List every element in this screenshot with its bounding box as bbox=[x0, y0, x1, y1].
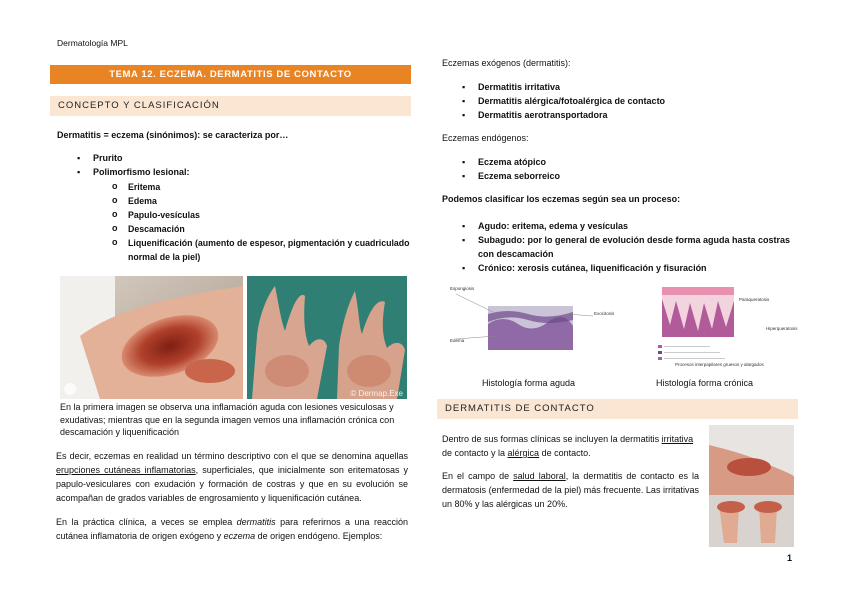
histology-caption-acute: Histología forma aguda bbox=[482, 378, 576, 388]
list-item: o Descamación bbox=[110, 222, 410, 236]
exogenous-list bbox=[460, 80, 800, 122]
acute-eczema-photo bbox=[60, 276, 243, 399]
lesion-sublist bbox=[110, 180, 410, 264]
paragraph-eczema-definition bbox=[56, 449, 408, 505]
label-hiperqueratosis: Hiperqueratosis bbox=[766, 326, 798, 331]
para-text: de origen endógeno. Ejemplos: bbox=[255, 531, 383, 541]
page-number: 1 bbox=[786, 553, 792, 563]
link-alergica: alérgica bbox=[507, 448, 540, 458]
paragraph-clinical-practice bbox=[56, 515, 408, 543]
chapter-title-bar: TEMA 12. ECZEMA. DERMATITIS DE CONTACTO bbox=[50, 65, 411, 84]
label-procesos: Procesos interpapilares gruesos y alargados bbox=[675, 362, 764, 367]
list-item: ▪ Dermatitis alérgica/fotoalérgica de contacto bbox=[460, 94, 800, 108]
list-item: ▪ Eczema seborreico bbox=[460, 169, 800, 183]
section-heading-contacto: DERMATITIS DE CONTACTO bbox=[437, 399, 798, 419]
label-exocitosis: Exocitosis bbox=[594, 311, 615, 316]
para-text: para referirnos a una reacción cutánea inflamatoria de origen exógeno y bbox=[56, 517, 408, 541]
list-item: ▪ Crónico: xerosis cutánea, liquenificación y fisuración bbox=[460, 261, 800, 275]
para-text: , superficiales, que inicialmente son eritematosas y papulo-vesiculares con exudación y formación de costras y que en su evolución se acompañan de grados variables de engrosamiento y liquenificación cutánea. bbox=[56, 465, 408, 503]
chronic-eczema-photo bbox=[247, 276, 407, 399]
symptom-list bbox=[75, 152, 415, 179]
process-title: Podemos clasificar los eczemas según sea un proceso: bbox=[442, 194, 681, 204]
histology-caption-chronic: Histología forma crónica bbox=[656, 378, 754, 388]
para-text: , la dermatitis de contacto es la dermatosis (enfermedad de la piel) más frecuente. Las irritativas un 80% y las alérgicas un 20%. bbox=[442, 471, 699, 509]
link-irritativa: irritativa bbox=[661, 434, 694, 444]
list-item: o Edema bbox=[110, 194, 410, 208]
document-header: Dermatología MPL bbox=[57, 38, 128, 48]
label-paraqueratosis: Paraqueratosis bbox=[739, 297, 770, 302]
para-text: En la práctica clínica, a veces se emplea bbox=[56, 517, 237, 527]
list-item: ▪ Dermatitis irritativa bbox=[460, 80, 800, 94]
photo-watermark: © Dermap.Exe bbox=[350, 389, 403, 398]
section-heading-concepto: CONCEPTO Y CLASIFICACIÓN bbox=[50, 96, 411, 116]
list-item: ▪ Eczema atópico bbox=[460, 155, 800, 169]
list-item: o Eritema bbox=[110, 180, 410, 194]
photo-caption: En la primera imagen se observa una inflamación aguda con lesiones vesiculosas y exudativas; mientras que en la segunda imagen vemos una inflamación crónica con descamación y liquenificación bbox=[60, 402, 395, 437]
intro-text: Dermatitis = eczema (sinónimos): se caracteriza por… bbox=[57, 130, 289, 140]
endogenous-list bbox=[460, 155, 800, 183]
exogenous-title: Eczemas exógenos (dermatitis): bbox=[442, 58, 571, 68]
para-text: Dentro de sus formas clínicas se incluyen la dermatitis bbox=[442, 434, 662, 444]
para-text: de contacto y la bbox=[442, 448, 508, 458]
acute-histology-figure bbox=[448, 284, 628, 356]
italic-term: eczema bbox=[223, 531, 256, 541]
italic-term: dermatitis bbox=[236, 517, 276, 527]
list-item: o Liquenificación (aumento de espesor, pigmentación y cuadriculado normal de la piel) bbox=[110, 236, 410, 264]
link-erupciones: erupciones cutáneas inflamatorias bbox=[56, 465, 196, 475]
list-item: ▪ Agudo: eritema, edema y vesículas bbox=[460, 219, 800, 233]
list-item: ▪ Subagudo: por lo general de evolución desde forma aguda hasta costras con descamación bbox=[460, 233, 800, 261]
list-item: ▪ Prurito bbox=[75, 152, 415, 165]
list-item: ▪ Polimorfismo lesional: bbox=[75, 166, 415, 179]
link-salud-laboral: salud laboral bbox=[513, 471, 566, 481]
endogenous-title: Eczemas endógenos: bbox=[442, 133, 529, 143]
paragraph-clinical-forms bbox=[442, 432, 702, 460]
list-item: o Papulo-vesículas bbox=[110, 208, 410, 222]
label-espongiosis: Espongiosis bbox=[450, 286, 475, 291]
chronic-histology-figure bbox=[630, 285, 800, 369]
contact-dermatitis-feet-photo bbox=[709, 425, 794, 547]
para-text: En el campo de bbox=[442, 471, 514, 481]
process-list bbox=[460, 219, 800, 275]
paragraph-occupational-health bbox=[442, 469, 699, 511]
label-edema: Edema bbox=[450, 338, 465, 343]
para-text: de contacto. bbox=[539, 448, 591, 458]
list-item: ▪ Dermatitis aerotransportadora bbox=[460, 108, 800, 122]
para-text: Es decir, eczemas en realidad un término descriptivo con el que se denomina aquellas bbox=[56, 451, 408, 461]
